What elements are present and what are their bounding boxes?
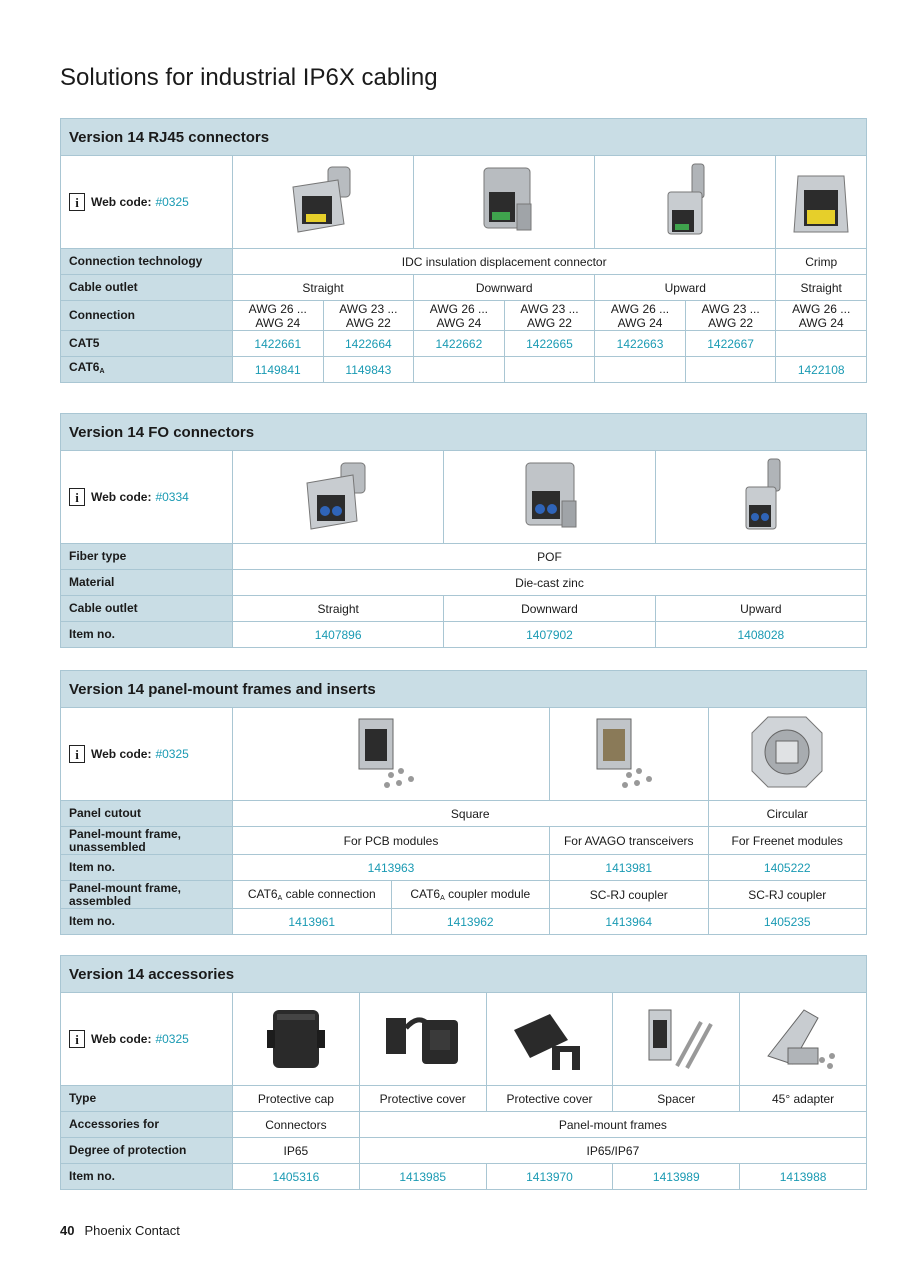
- acc-webcode-cell: i Web code: #0325: [61, 993, 233, 1086]
- panel-unassembled-label: Panel-mount frame, unassembled: [61, 827, 233, 855]
- rj45-title: Version 14 RJ45 connectors: [61, 119, 867, 156]
- acc-item[interactable]: 1413985: [359, 1164, 486, 1190]
- fo-item[interactable]: 1407902: [444, 622, 655, 648]
- fo-material-value: Die-cast zinc: [233, 570, 867, 596]
- fo-material-label: Material: [61, 570, 233, 596]
- panel-item-no-label: Item no.: [61, 909, 233, 935]
- rj45-cat6a-item[interactable]: 1422108: [776, 357, 867, 383]
- rj45-connection-value: AWG 23 ... AWG 22: [504, 301, 595, 331]
- rj45-upward-connector-icon: [640, 162, 730, 242]
- rj45-outlet-value: Straight: [233, 275, 414, 301]
- fo-item-no-label: Item no.: [61, 622, 233, 648]
- fo-title: Version 14 FO connectors: [61, 414, 867, 451]
- rj45-connection-label: Connection: [61, 301, 233, 331]
- rj45-connection-technology-label: Connection technology: [61, 249, 233, 275]
- acc-type-value: Protective cap: [233, 1086, 360, 1112]
- rj45-outlet-value: Upward: [595, 275, 776, 301]
- panel-assembled-value: SC-RJ coupler: [708, 881, 867, 909]
- rj45-section: [60, 118, 867, 383]
- panel-table: [60, 670, 867, 935]
- fo-section: [60, 413, 867, 648]
- rj45-crimp-connector-icon: [786, 162, 856, 242]
- protective-cover-2-icon: [504, 1000, 594, 1078]
- panel-unassembled-value: For Freenet modules: [708, 827, 867, 855]
- acc-type-label: Type: [61, 1086, 233, 1112]
- acc-degree-label: Degree of protection: [61, 1138, 233, 1164]
- panel-section: [60, 670, 867, 935]
- rj45-connection-value: AWG 23 ... AWG 22: [685, 301, 776, 331]
- fo-image-downward: [444, 451, 655, 544]
- rj45-table: [60, 118, 867, 383]
- acc-type-value: Spacer: [613, 1086, 740, 1112]
- info-icon: i: [69, 488, 85, 506]
- acc-degree-value: IP65/IP67: [359, 1138, 866, 1164]
- panel-webcode-cell: i Web code: #0325: [61, 708, 233, 801]
- panel-cutout-label: Panel cutout: [61, 801, 233, 827]
- footer-company: Phoenix Contact: [84, 1223, 180, 1238]
- fo-outlet-value: Upward: [655, 596, 866, 622]
- protective-cover-icon: [378, 1000, 468, 1078]
- rj45-outlet-value: Straight: [776, 275, 867, 301]
- acc-image-cap: [233, 993, 360, 1086]
- fo-webcode-cell: i Web code: #0334: [61, 451, 233, 544]
- panel-assembled-label: Panel-mount frame, assembled: [61, 881, 233, 909]
- panel-item[interactable]: 1413963: [233, 855, 550, 881]
- fo-item[interactable]: 1408028: [655, 622, 866, 648]
- rj45-cat5-item[interactable]: 1422663: [595, 331, 686, 357]
- fo-outlet-value: Straight: [233, 596, 444, 622]
- fo-table: [60, 413, 867, 648]
- rj45-cat6a-item[interactable]: [414, 357, 505, 383]
- fo-webcode-link[interactable]: #0334: [155, 489, 189, 504]
- rj45-cat5-item[interactable]: [776, 331, 867, 357]
- rj45-connection-value: AWG 26 ... AWG 24: [776, 301, 867, 331]
- panel-item-no-label: Item no.: [61, 855, 233, 881]
- acc-title: Version 14 accessories: [61, 956, 867, 993]
- panel-item[interactable]: 1405222: [708, 855, 867, 881]
- rj45-outlet-value: Downward: [414, 275, 595, 301]
- fo-outlet-value: Downward: [444, 596, 655, 622]
- rj45-connection-value: AWG 26 ... AWG 24: [414, 301, 505, 331]
- acc-item-no-label: Item no.: [61, 1164, 233, 1190]
- fo-item[interactable]: 1407896: [233, 622, 444, 648]
- acc-table: [60, 955, 867, 1190]
- acc-type-value: Protective cover: [486, 1086, 613, 1112]
- acc-image-spacer: [613, 993, 740, 1086]
- rj45-cat6a-label: $CAT6_A$: [61, 357, 233, 383]
- panel-image-pcb: [233, 708, 550, 801]
- protective-cap-icon: [261, 1000, 331, 1078]
- rj45-cat5-item[interactable]: 1422661: [233, 331, 324, 357]
- acc-type-value: Protective cover: [359, 1086, 486, 1112]
- panel-item[interactable]: 1413964: [550, 909, 709, 935]
- panel-cutout-value: Square: [233, 801, 709, 827]
- rj45-cat6a-item[interactable]: [595, 357, 686, 383]
- rj45-crimp-value: Crimp: [776, 249, 867, 275]
- fo-straight-connector-icon: [293, 457, 383, 537]
- acc-for-value: Connectors: [233, 1112, 360, 1138]
- rj45-image-upward: [595, 156, 776, 249]
- panel-unassembled-value: For PCB modules: [233, 827, 550, 855]
- rj45-connection-value: AWG 26 ... AWG 24: [595, 301, 686, 331]
- fo-downward-connector-icon: [504, 457, 594, 537]
- rj45-connection-value: AWG 26 ... AWG 24: [233, 301, 324, 331]
- panel-assembled-value: $CAT6_A$ cable connection: [233, 881, 392, 909]
- acc-type-value: 45° adapter: [740, 1086, 867, 1112]
- panel-image-avago: [550, 708, 709, 801]
- fo-image-upward: [655, 451, 866, 544]
- rj45-downward-connector-icon: [459, 162, 549, 242]
- rj45-straight-connector-icon: [278, 162, 368, 242]
- spacer-icon: [631, 1000, 721, 1078]
- acc-image-cover-2: [486, 993, 613, 1086]
- rj45-connection-value: AWG 23 ... AWG 22: [323, 301, 414, 331]
- info-icon: i: [69, 1030, 85, 1048]
- panel-item[interactable]: 1413981: [550, 855, 709, 881]
- info-icon: i: [69, 745, 85, 763]
- acc-item[interactable]: 1413988: [740, 1164, 867, 1190]
- rj45-cable-outlet-label: Cable outlet: [61, 275, 233, 301]
- rj45-cat6a-item[interactable]: 1149843: [323, 357, 414, 383]
- panel-item[interactable]: 1413962: [391, 909, 550, 935]
- panel-webcode-link[interactable]: #0325: [155, 746, 189, 761]
- fo-image-straight: [233, 451, 444, 544]
- rj45-image-crimp: [776, 156, 867, 249]
- acc-image-adapter: [740, 993, 867, 1086]
- rj45-image-downward: [414, 156, 595, 249]
- rj45-idc-value: IDC insulation displacement connector: [233, 249, 776, 275]
- fo-fiber-type-value: POF: [233, 544, 867, 570]
- panel-frame-circular-icon: [742, 713, 832, 795]
- panel-title: Version 14 panel-mount frames and inserts: [61, 671, 867, 708]
- panel-cutout-value: Circular: [708, 801, 867, 827]
- rj45-webcode-cell: i Web code: #0325: [61, 156, 233, 249]
- rj45-cat5-item[interactable]: 1422664: [323, 331, 414, 357]
- page-number: 40: [60, 1223, 75, 1238]
- acc-for-value: Panel-mount frames: [359, 1112, 866, 1138]
- panel-item[interactable]: 1405235: [708, 909, 867, 935]
- rj45-cat5-item[interactable]: 1422667: [685, 331, 776, 357]
- info-icon: i: [69, 193, 85, 211]
- rj45-webcode-link[interactable]: #0325: [155, 194, 189, 209]
- rj45-cat5-label: CAT5: [61, 331, 233, 357]
- rj45-image-straight: [233, 156, 414, 249]
- fo-upward-connector-icon: [716, 457, 806, 537]
- panel-assembled-value: $CAT6_A$ coupler module: [391, 881, 550, 909]
- panel-assembled-value: SC-RJ coupler: [550, 881, 709, 909]
- rj45-cat6a-item[interactable]: 1149841: [233, 357, 324, 383]
- rj45-cat5-item[interactable]: 1422662: [414, 331, 505, 357]
- acc-degree-value: IP65: [233, 1138, 360, 1164]
- panel-item[interactable]: 1413961: [233, 909, 392, 935]
- acc-item[interactable]: 1413989: [613, 1164, 740, 1190]
- panel-image-circular: [708, 708, 867, 801]
- panel-frame-avago-icon: [579, 713, 679, 795]
- panel-frame-pcb-icon: [341, 713, 441, 795]
- acc-item[interactable]: 1413970: [486, 1164, 613, 1190]
- page-title: Solutions for industrial IP6X cabling: [60, 64, 438, 91]
- acc-item[interactable]: 1405316: [233, 1164, 360, 1190]
- rj45-cat6a-item[interactable]: [504, 357, 595, 383]
- fo-fiber-type-label: Fiber type: [61, 544, 233, 570]
- rj45-cat5-item[interactable]: 1422665: [504, 331, 595, 357]
- rj45-cat6a-item[interactable]: [685, 357, 776, 383]
- acc-for-label: Accessories for: [61, 1112, 233, 1138]
- acc-webcode-link[interactable]: #0325: [155, 1031, 189, 1046]
- page-footer: [60, 1223, 180, 1238]
- fo-cable-outlet-label: Cable outlet: [61, 596, 233, 622]
- acc-section: [60, 955, 867, 1190]
- adapter-45-icon: [758, 1000, 848, 1078]
- acc-image-cover-1: [359, 993, 486, 1086]
- panel-unassembled-value: For AVAGO transceivers: [550, 827, 709, 855]
